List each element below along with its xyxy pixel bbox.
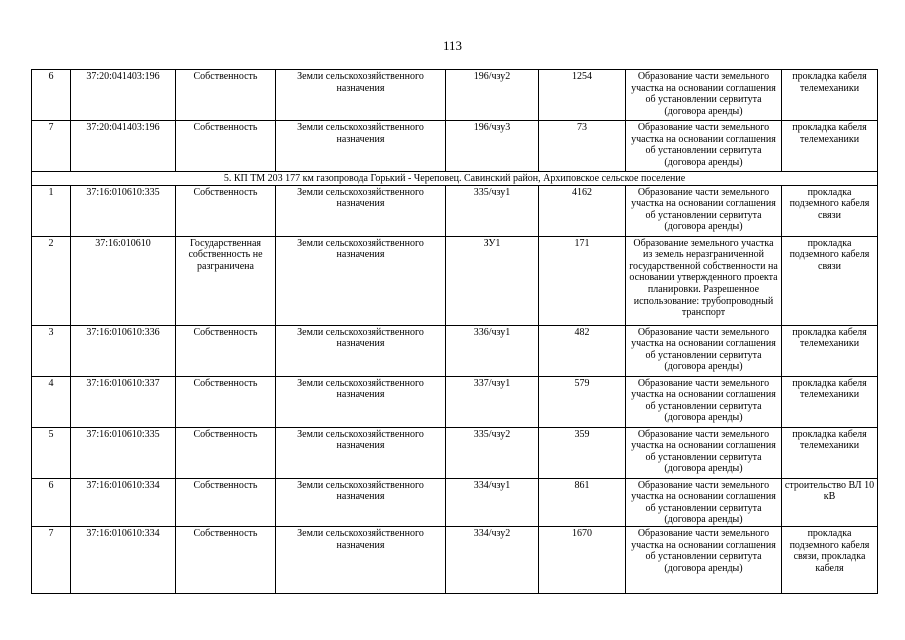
ownership-type: Собственность <box>176 478 276 526</box>
table-row <box>32 376 878 427</box>
plot-part-id: 334/чзу1 <box>446 478 539 526</box>
usage-purpose: прокладка кабеля телемеханики <box>782 121 878 172</box>
land-category: Земли сельскохозяйственного назначения <box>276 478 446 526</box>
section-header-row <box>32 172 878 186</box>
land-category: Земли сельскохозяйственного назначения <box>276 185 446 236</box>
formation-basis: Образование части земельного участка на основании соглашения об установлении сервитута (договора аренды) <box>626 185 782 236</box>
cadastral-number: 37:16:010610:336 <box>71 325 176 376</box>
usage-purpose: прокладка кабеля телемеханики <box>782 325 878 376</box>
row-number: 4 <box>32 376 71 427</box>
area-value: 861 <box>539 478 626 526</box>
ownership-type: Собственность <box>176 376 276 427</box>
rows-after-section <box>32 185 878 593</box>
cadastral-number: 37:16:010610:335 <box>71 427 176 478</box>
table-row <box>32 236 878 325</box>
row-number: 3 <box>32 325 71 376</box>
ownership-type: Государственная собственность не разграничена <box>176 236 276 325</box>
plot-part-id: 335/чзу1 <box>446 185 539 236</box>
formation-basis: Образование части земельного участка на основании соглашения об установлении сервитута (договора аренды) <box>626 325 782 376</box>
formation-basis: Образование части земельного участка на основании соглашения об установлении сервитута (договора аренды) <box>626 376 782 427</box>
table-row <box>32 526 878 593</box>
area-value: 1670 <box>539 526 626 593</box>
cadastral-number: 37:16:010610:337 <box>71 376 176 427</box>
formation-basis: Образование земельного участка из земель неразграниченной государственной собственности на основании утвержденного проекта планировки. Разрешенное использование: трубопроводный транспорт <box>626 236 782 325</box>
table-row <box>32 427 878 478</box>
row-number: 7 <box>32 526 71 593</box>
cadastral-number: 37:20:041403:196 <box>71 70 176 121</box>
area-value: 579 <box>539 376 626 427</box>
row-number: 5 <box>32 427 71 478</box>
land-category: Земли сельскохозяйственного назначения <box>276 427 446 478</box>
land-register-table <box>31 69 878 594</box>
row-number: 6 <box>32 70 71 121</box>
ownership-type: Собственность <box>176 185 276 236</box>
usage-purpose: прокладка кабеля телемеханики <box>782 427 878 478</box>
table-row <box>32 478 878 526</box>
table-row <box>32 70 878 121</box>
formation-basis: Образование части земельного участка на основании соглашения об установлении сервитута (договора аренды) <box>626 121 782 172</box>
area-value: 482 <box>539 325 626 376</box>
area-value: 4162 <box>539 185 626 236</box>
area-value: 359 <box>539 427 626 478</box>
plot-part-id: 337/чзу1 <box>446 376 539 427</box>
land-category: Земли сельскохозяйственного назначения <box>276 70 446 121</box>
cadastral-number: 37:16:010610:334 <box>71 478 176 526</box>
usage-purpose: прокладка кабеля телемеханики <box>782 70 878 121</box>
ownership-type: Собственность <box>176 427 276 478</box>
plot-part-id: 334/чзу2 <box>446 526 539 593</box>
plot-part-id: 336/чзу1 <box>446 325 539 376</box>
land-category: Земли сельскохозяйственного назначения <box>276 376 446 427</box>
plot-part-id: 335/чзу2 <box>446 427 539 478</box>
table-row <box>32 121 878 172</box>
usage-purpose: прокладка кабеля телемеханики <box>782 376 878 427</box>
section-title: 5. КП ТМ 203 177 км газопровода Горький - Череповец. Савинский район, Архиповское сельское поселение <box>32 172 878 186</box>
area-value: 73 <box>539 121 626 172</box>
cadastral-number: 37:16:010610:334 <box>71 526 176 593</box>
formation-basis: Образование части земельного участка на основании соглашения об установлении сервитута (договора аренды) <box>626 526 782 593</box>
row-number: 1 <box>32 185 71 236</box>
ownership-type: Собственность <box>176 526 276 593</box>
land-category: Земли сельскохозяйственного назначения <box>276 526 446 593</box>
table-row <box>32 325 878 376</box>
usage-purpose: строительство ВЛ 10 кВ <box>782 478 878 526</box>
row-number: 6 <box>32 478 71 526</box>
row-number: 2 <box>32 236 71 325</box>
ownership-type: Собственность <box>176 121 276 172</box>
usage-purpose: прокладка подземного кабеля связи <box>782 236 878 325</box>
land-category: Земли сельскохозяйственного назначения <box>276 325 446 376</box>
plot-part-id: 196/чзу3 <box>446 121 539 172</box>
cadastral-number: 37:16:010610 <box>71 236 176 325</box>
plot-part-id: ЗУ1 <box>446 236 539 325</box>
rows-before-section <box>32 70 878 172</box>
formation-basis: Образование части земельного участка на основании соглашения об установлении сервитута (договора аренды) <box>626 478 782 526</box>
cadastral-number: 37:20:041403:196 <box>71 121 176 172</box>
formation-basis: Образование части земельного участка на основании соглашения об установлении сервитута (договора аренды) <box>626 70 782 121</box>
usage-purpose: прокладка подземного кабеля связи, прокладка кабеля <box>782 526 878 593</box>
usage-purpose: прокладка подземного кабеля связи <box>782 185 878 236</box>
formation-basis: Образование части земельного участка на основании соглашения об установлении сервитута (договора аренды) <box>626 427 782 478</box>
area-value: 1254 <box>539 70 626 121</box>
ownership-type: Собственность <box>176 70 276 121</box>
cadastral-number: 37:16:010610:335 <box>71 185 176 236</box>
plot-part-id: 196/чзу2 <box>446 70 539 121</box>
ownership-type: Собственность <box>176 325 276 376</box>
page-number: 113 <box>442 38 463 53</box>
land-category: Земли сельскохозяйственного назначения <box>276 121 446 172</box>
table-row <box>32 185 878 236</box>
area-value: 171 <box>539 236 626 325</box>
row-number: 7 <box>32 121 71 172</box>
land-category: Земли сельскохозяйственного назначения <box>276 236 446 325</box>
